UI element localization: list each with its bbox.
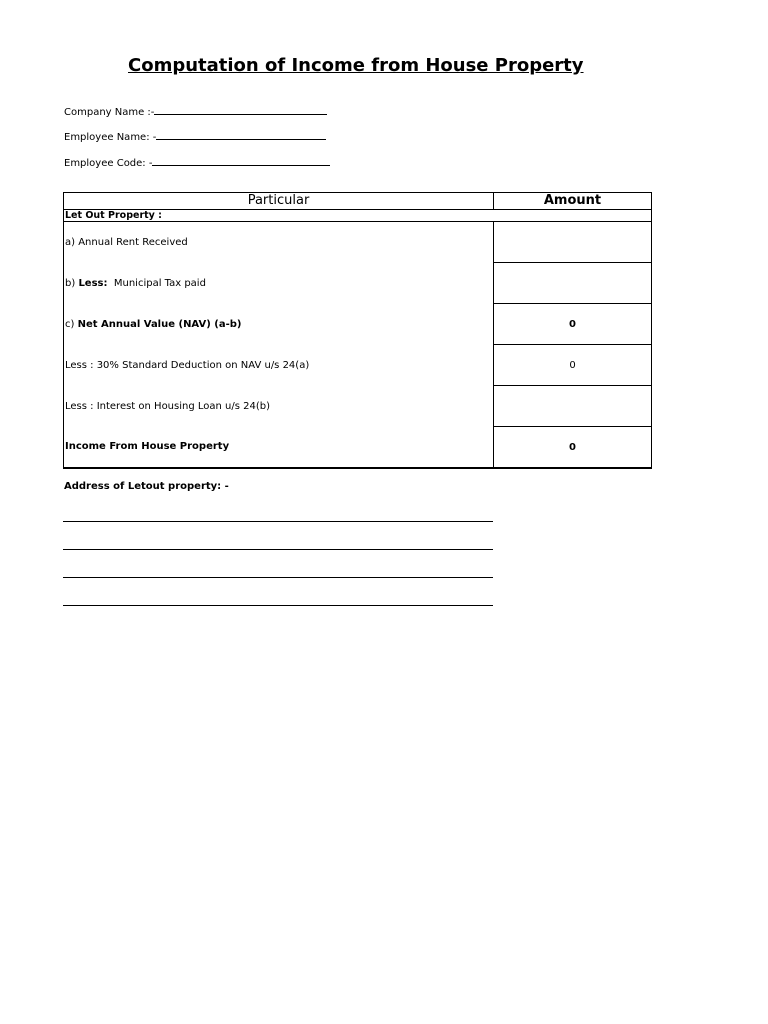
table-row xyxy=(64,304,652,345)
table-row xyxy=(64,386,652,427)
row-amount[interactable]: 0 xyxy=(494,345,652,386)
row-label: Less : Interest on Housing Loan u/s 24(b) xyxy=(64,386,494,427)
table-row xyxy=(64,427,652,469)
address-label: Address of Letout property: - xyxy=(64,481,229,492)
table-row xyxy=(64,263,652,304)
particular-header: Particular xyxy=(64,193,494,210)
employee-name-label: Employee Name: - xyxy=(64,132,157,143)
amount-header: Amount xyxy=(494,193,652,210)
company-name-label: Company Name :- xyxy=(64,107,155,118)
computation-table xyxy=(63,192,652,469)
company-name-field xyxy=(64,104,327,118)
row-amount[interactable]: 0 xyxy=(494,427,652,469)
table-row xyxy=(64,222,652,263)
table-row xyxy=(64,345,652,386)
employee-code-field xyxy=(64,155,330,169)
row-label: Less : 30% Standard Deduction on NAV u/s 24(a) xyxy=(64,345,494,386)
address-line-2[interactable] xyxy=(63,549,493,550)
row-amount[interactable] xyxy=(494,222,652,263)
row-label: b) Less: Municipal Tax paid xyxy=(64,263,494,304)
employee-code-label: Employee Code: - xyxy=(64,158,153,169)
employee-name-input[interactable] xyxy=(156,129,326,140)
row-label: a) Annual Rent Received xyxy=(64,222,494,263)
section-label: Let Out Property : xyxy=(64,210,652,222)
page-title: Computation of Income from House Property xyxy=(128,55,584,76)
address-line-3[interactable] xyxy=(63,577,493,578)
row-amount[interactable]: 0 xyxy=(494,304,652,345)
row-label: Income From House Property xyxy=(64,427,494,469)
table-header-row xyxy=(64,193,652,210)
company-name-input[interactable] xyxy=(154,104,327,115)
row-label: c) Net Annual Value (NAV) (a-b) xyxy=(64,304,494,345)
address-line-4[interactable] xyxy=(63,605,493,606)
employee-code-input[interactable] xyxy=(152,155,330,166)
address-line-1[interactable] xyxy=(63,521,493,522)
row-amount[interactable] xyxy=(494,386,652,427)
section-row xyxy=(64,210,652,222)
employee-name-field xyxy=(64,129,326,143)
row-amount[interactable] xyxy=(494,263,652,304)
